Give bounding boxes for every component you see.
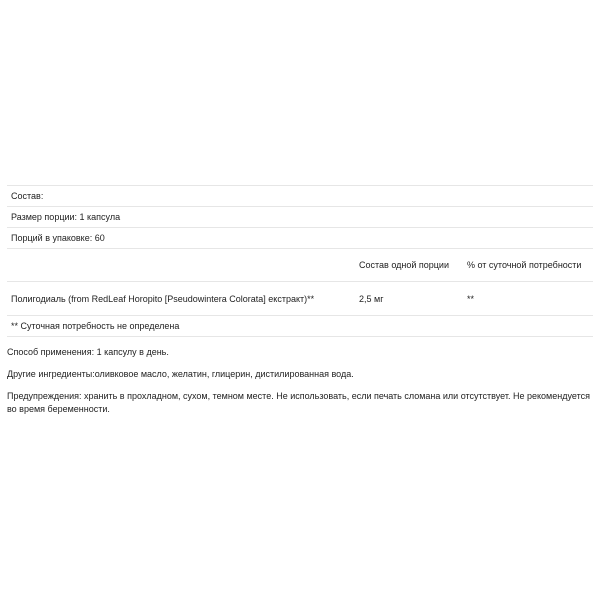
other-ingredients-text: Другие ингредиенты:оливковое масло, желатин, глицерин, дистилированная вода.: [7, 369, 354, 379]
table-row: [7, 228, 593, 249]
table-row: [7, 316, 593, 337]
table-row: [7, 207, 593, 228]
header-daily-value: % от суточной потребности: [463, 249, 593, 282]
table-row: [7, 282, 593, 316]
table-header-row: [7, 249, 593, 282]
table-title: Состав:: [7, 186, 593, 207]
header-empty: [7, 249, 355, 282]
usage-text: Способ применения: 1 капсулу в день.: [7, 347, 169, 357]
serving-size: Размер порции: 1 капсула: [7, 207, 593, 228]
ingredient-name: Полигодиаль (from RedLeaf Horopito [Pseudowintera Colorata] екстракт)**: [7, 282, 355, 316]
table-row: [7, 186, 593, 207]
ingredient-daily-value: **: [463, 282, 593, 316]
servings-per-container: Порций в упаковке: 60: [7, 228, 593, 249]
warnings-text: Предупреждения: хранить в прохладном, сухом, темном месте. Не использовать, если печать сломана или отсутствует. Не рекомендуется во время беременности.: [7, 391, 590, 414]
supplement-facts-table: [7, 185, 593, 337]
header-amount: Состав одной порции: [355, 249, 463, 282]
ingredient-amount: 2,5 мг: [355, 282, 463, 316]
table-footnote: ** Суточная потребность не определена: [7, 316, 593, 337]
